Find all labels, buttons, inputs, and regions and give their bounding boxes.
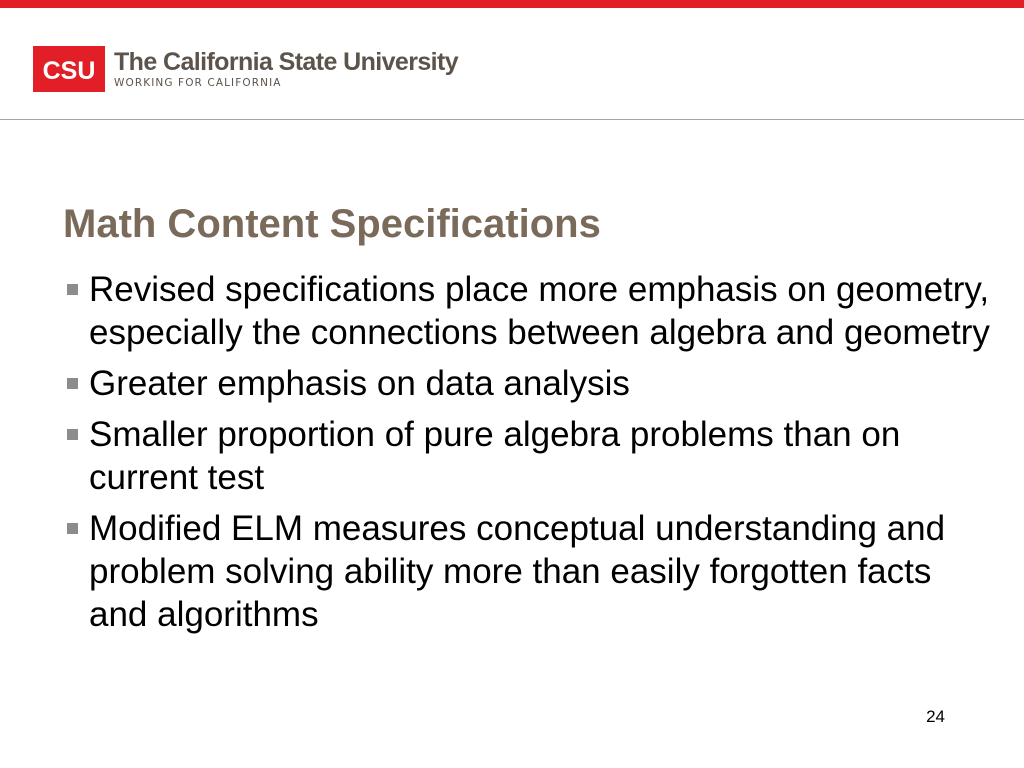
csu-logo	[33, 45, 458, 93]
bullet-text: Greater emphasis on data analysis	[89, 364, 630, 403]
csu-logo-mark-text: CSU	[42, 57, 96, 85]
bullet-item	[63, 507, 993, 636]
square-bullet-icon	[67, 523, 78, 534]
bullet-text: Smaller proportion of pure algebra problems than on current test	[89, 415, 901, 497]
square-bullet-icon	[67, 429, 78, 440]
csu-logo-mark	[33, 46, 105, 92]
bullet-item	[63, 413, 993, 499]
bullet-text: Modified ELM measures conceptual understanding and problem solving ability more than easily forgotten facts and algorithms	[89, 509, 946, 634]
bullet-list	[63, 268, 993, 644]
square-bullet-icon	[67, 284, 78, 295]
bullet-item	[63, 362, 993, 405]
page-number: 24	[926, 707, 945, 726]
bullet-text: Revised specifications place more emphasis on geometry, especially the connections between algebra and geometry	[89, 270, 990, 352]
slide-title: Math Content Specifications	[63, 202, 601, 246]
bullet-item	[63, 268, 993, 354]
logo-name: The California State University	[114, 47, 458, 76]
header-divider	[0, 119, 1024, 120]
square-bullet-icon	[67, 378, 78, 389]
csu-logo-wordmark	[114, 46, 458, 92]
logo-tagline: WORKING FOR CALIFORNIA	[114, 76, 282, 89]
top-accent-bar	[0, 0, 1024, 8]
csu-logo-mark-graphic	[33, 46, 105, 92]
